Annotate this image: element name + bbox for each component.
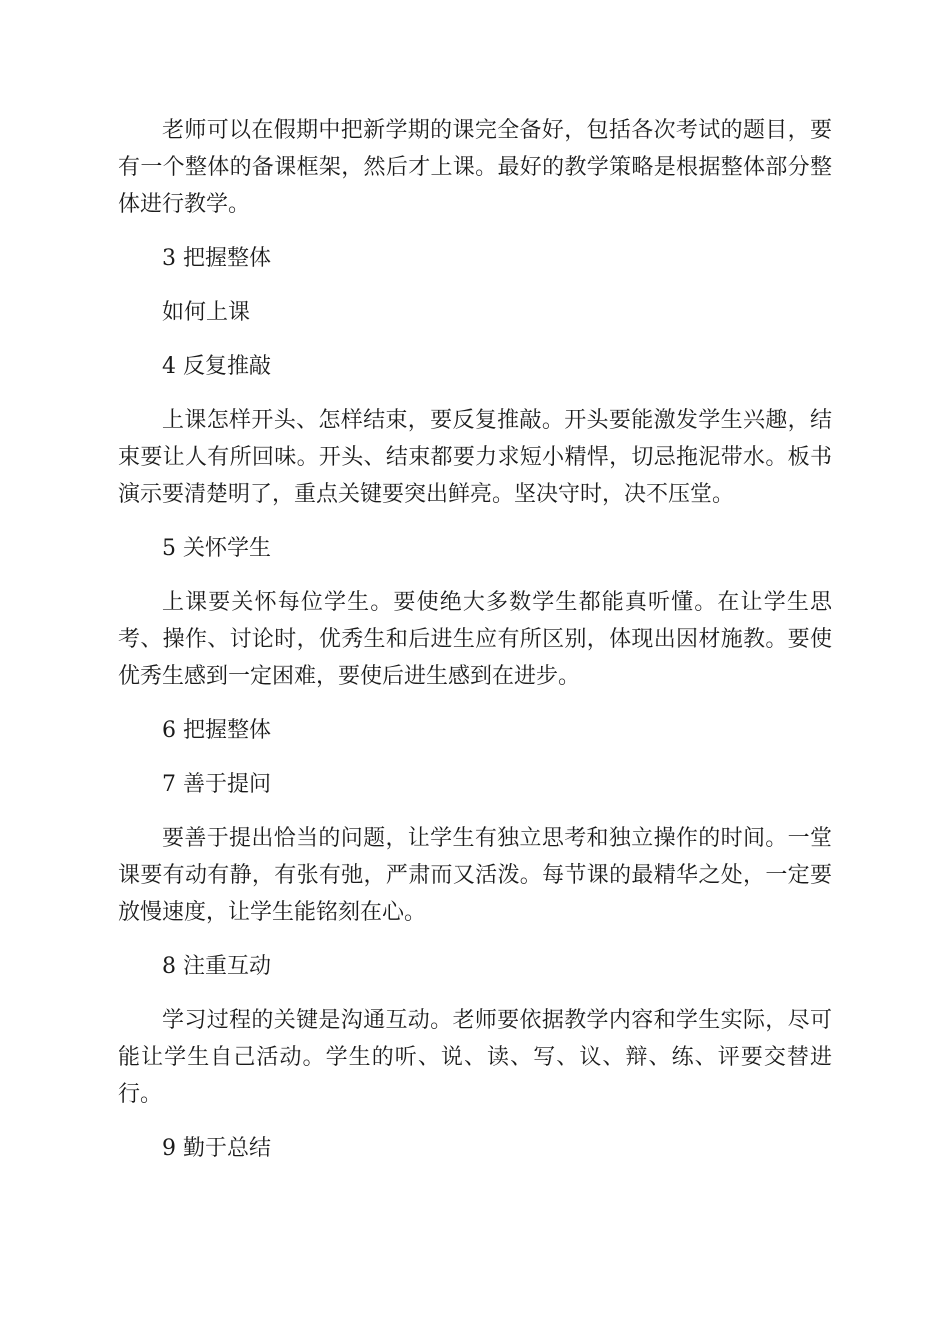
document-body: [118, 112, 832, 1184]
paragraph-interaction: 学习过程的关键是沟通互动。老师要依据教学内容和学生实际，尽可能让学生自己活动。学生的听、说、读、写、议、辩、练、评要交替进行。: [118, 1008, 832, 1107]
paragraph-questioning: 要善于提出恰当的问题，让学生有独立思考和独立操作的时间。一堂课要有动有静，有张有弛，严肃而又活泼。每节课的最精华之处，一定要放慢速度，让学生能铭刻在心。: [118, 826, 832, 925]
paragraph-lesson-prep: 老师可以在假期中把新学期的课完全备好，包括各次考试的题目，要有一个整体的备课框架，然后才上课。最好的教学策略是根据整体部分整体进行教学。: [118, 118, 832, 217]
paragraph-opening-ending: 上课怎样开头、怎样结束，要反复推敲。开头要能激发学生兴趣，结束要让人有所回味。开头、结束都要力求短小精悍，切忌拖泥带水。板书演示要清楚明了，重点关键要突出鲜亮。坚决守时，决不压堂。: [118, 408, 832, 507]
heading-3-grasp-whole: 3 把握整体: [162, 246, 271, 271]
heading-8-interaction: 8 注重互动: [162, 954, 271, 979]
heading-6-grasp-whole: 6 把握整体: [162, 718, 271, 743]
heading-9-summarize: 9 勤于总结: [162, 1136, 271, 1161]
heading-how-to-teach: 如何上课: [162, 300, 251, 325]
heading-4-refine: 4 反复推敲: [162, 354, 271, 379]
heading-7-questioning: 7 善于提问: [162, 772, 271, 797]
paragraph-care-students: 上课要关怀每位学生。要使绝大多数学生都能真听懂。在让学生思考、操作、讨论时，优秀生和后进生应有所区别，体现出因材施教。要使优秀生感到一定困难，要使后进生感到在进步。: [118, 590, 832, 689]
heading-5-care-students: 5 关怀学生: [162, 536, 271, 561]
